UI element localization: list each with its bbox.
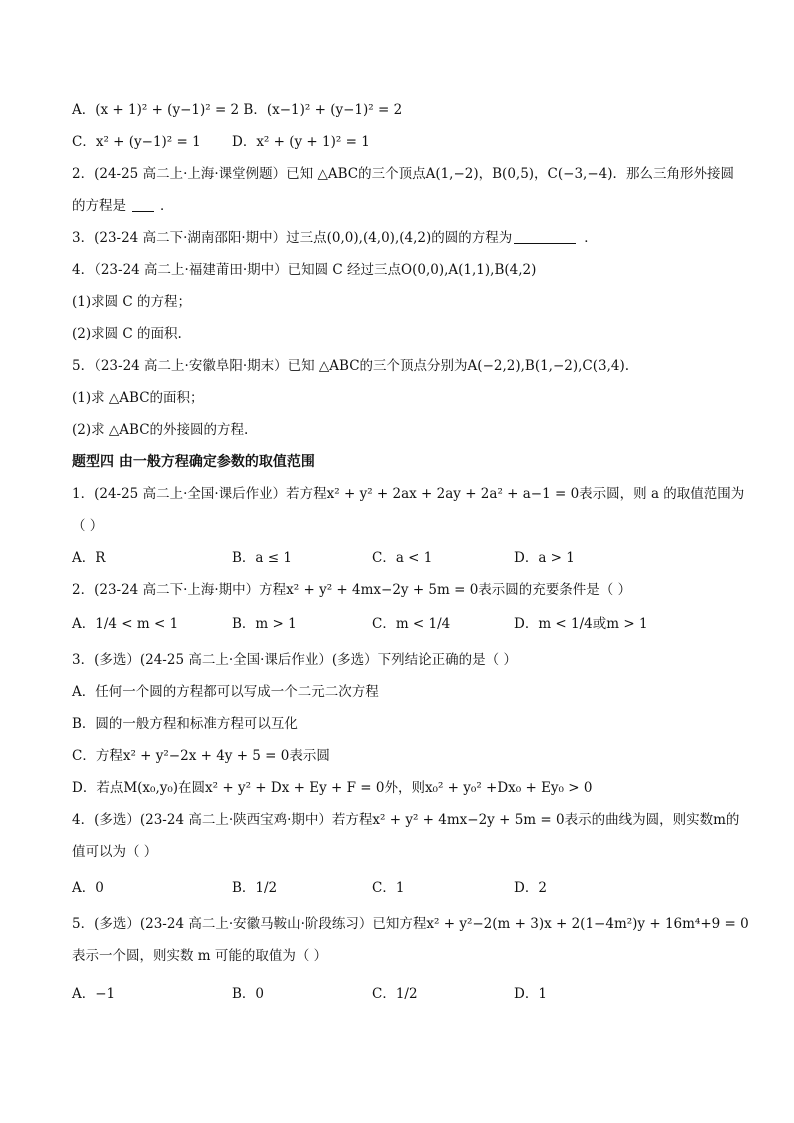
question-2-continuation [72,196,732,216]
section-heading: 题型四 由一般方程确定参数的取值范围 [72,454,315,470]
option-c: C．x² + (y−1)² = 1 [72,134,201,150]
section4-question-3-option-d: D．若点M(x₀,y₀)在圆x² + y² + Dx + Ey + F = 0外，则x₀² + y₀² +Dx₀ + Ey₀ > 0 [72,780,593,796]
section4-question-3-option-b: B．圆的一般方程和标准方程可以互化 [72,716,298,732]
option-d: D．m < 1/4或m > 1 [514,616,648,632]
option-a: A．R [72,550,106,566]
option-d: D．a > 1 [514,550,575,566]
answer-blank [514,229,576,244]
question-5-part-1: (1)求 △ABC的面积； [72,390,204,406]
option-d: D．x² + (y + 1)² = 1 [232,134,370,150]
option-b: B．m > 1 [232,616,297,632]
option-b: B．1/2 [232,880,278,896]
option-b: B．0 [232,986,265,1002]
section4-question-5-text: 5．(多选）(23-24 高二上·安徽马鞍山·阶段练习）已知方程x² + y²−2(m + 3)x + 2(1−4m²)y + 16m⁴+9 = 0 [72,916,749,932]
option-line-ab-q1: A．(x + 1)² + (y−1)² = 2 B．(x−1)² + (y−1)² = 2 [72,102,403,118]
option-a: A．0 [72,880,104,896]
section4-question-1-text: 1．(24-25 高二上·全国·课后作业）若方程x² + y² + 2ax + 2ay + 2a² + a−1 = 0表示圆，则 a 的取值范围为 [72,486,745,502]
question-2-text: 2．(24-25 高二上·上海·课堂例题）已知 △ABC的三个顶点A(1,−2)，B(0,5)，C(−3,−4)．那么三角形外接圆 [72,166,735,182]
option-a: A．−1 [72,986,116,1002]
section4-question-1-bracket: （ ） [72,518,104,534]
question-4-part-1: (1)求圆 C 的方程； [72,294,192,310]
section4-question-2-text: 2．(23-24 高二下·上海·期中）方程x² + y² + 4mx−2y + 5m = 0表示圆的充要条件是（ ） [72,582,632,598]
option-c: C．1/2 [372,986,418,1002]
option-c: C．1 [372,880,405,896]
question-4-part-2: (2)求圆 C 的面积. [72,326,182,342]
question-3-text [72,228,732,248]
question-4-text: 4．（23-24 高二上·福建莆田·期中）已知圆 C 经过三点O(0,0),A(1,1),B(4,2) [72,262,537,278]
question-2-prefix: 的方程是 [72,198,126,214]
section4-question-5-continuation: 表示一个圆，则实数 m 可能的取值为（ ） [72,948,328,964]
option-c: C．a < 1 [372,550,433,566]
option-d: D．1 [514,986,547,1002]
section4-question-4-continuation: 值可以为（ ） [72,844,158,860]
option-d: D．2 [514,880,547,896]
option-b: B．a ≤ 1 [232,550,292,566]
option-a: A．1/4 < m < 1 [72,616,179,632]
section4-question-3-option-c: C．方程x² + y²−2x + 4y + 5 = 0表示圆 [72,748,330,764]
question-5-text: 5．（23-24 高二上·安徽阜阳·期末）已知 △ABC的三个顶点分别为A(−2,2),B(1,−2),C(3,4). [72,358,630,374]
question-3-prefix: 3．(23-24 高二下·湖南邵阳·期中）过三点(0,0),(4,0),(4,2)的圆的方程为 [72,230,513,246]
question-3-suffix: ． [584,230,598,246]
section4-question-4-text: 4．(多选）(23-24 高二上·陕西宝鸡·期中）若方程x² + y² + 4mx−2y + 5m = 0表示的曲线为圆，则实数m的 [72,812,740,828]
question-5-part-2: (2)求 △ABC的外接圆的方程. [72,422,249,438]
question-2-suffix: ． [160,198,174,214]
section4-question-3-option-a: A．任何一个圆的方程都可以写成一个二元二次方程 [72,684,379,700]
section4-question-3-text: 3．(多选）(24-25 高二上·全国·课后作业）(多选）下列结论正确的是（ ） [72,652,517,668]
option-c: C．m < 1/4 [372,616,451,632]
answer-blank [132,197,154,212]
